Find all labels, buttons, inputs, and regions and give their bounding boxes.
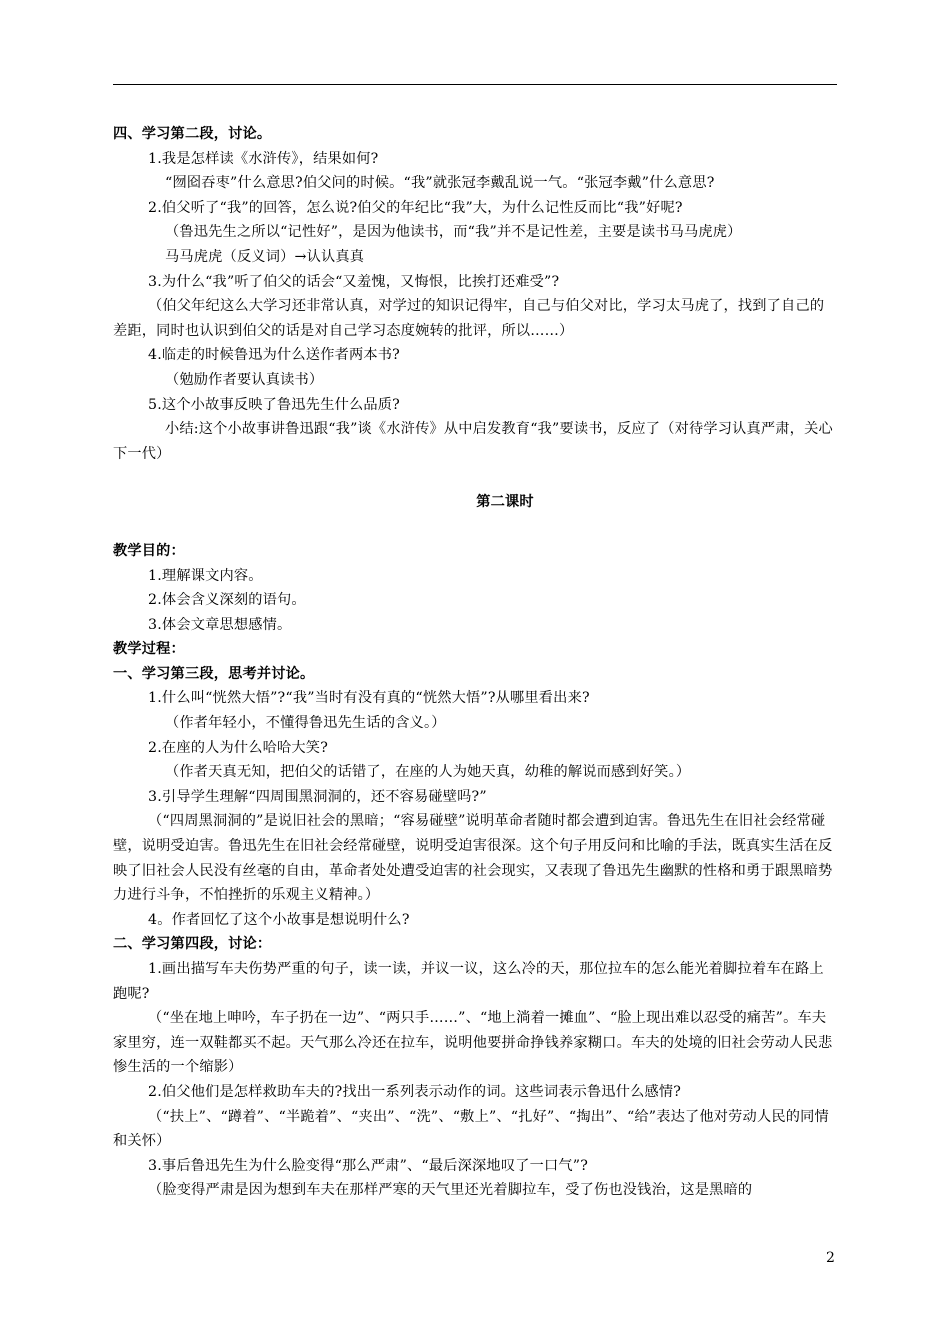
section-heading: 二、学习第四段，讨论： bbox=[113, 936, 272, 953]
question-line: 3.事后鲁迅先生为什么脸变得“那么严肃”、“最后深深地叹了一口气”? bbox=[148, 1157, 589, 1174]
question-line: 3.引导学生理解“四周围黑洞洞的，还不容易碰壁吗?” bbox=[148, 788, 487, 805]
answer-paragraph: （“扶上”、“蹲着”、“半跪着”、“夹出”、“洗”、“敷上”、“扎好”、“掏出”、“给”表达了他对劳动人民的同情和关怀） bbox=[113, 1108, 829, 1150]
question-line: 1.我是怎样读《水浒传》，结果如何? bbox=[148, 150, 379, 167]
question-line: 3.为什么“我”听了伯父的话会“又羞愧，又悔恨，比挨打还难受”? bbox=[148, 273, 560, 290]
document-body bbox=[113, 122, 837, 1203]
page-number: 2 bbox=[826, 1250, 835, 1266]
summary-paragraph: 小结:这个小故事讲鲁迅跟“我”谈《水浒传》从中启发教育“我”要读书，反应了（对待学习认真严肃，关心下一代） bbox=[113, 421, 833, 462]
answer-line: （勉励作者要认真读书） bbox=[165, 371, 324, 388]
answer-paragraph: （脸变得严肃是因为想到车夫在那样严寒的天气里还光着脚拉车，受了伤也没钱治，这是黑暗的 bbox=[148, 1182, 753, 1199]
answer-line: （作者天真无知，把伯父的话错了，在座的人为她天真，幼稚的解说而感到好笑。） bbox=[165, 764, 691, 781]
question-line: 2.伯父他们是怎样救助车夫的?找出一系列表示动作的词。这些词表示鲁迅什么感情? bbox=[148, 1083, 682, 1100]
goal-item: 3.体会文章思想感情。 bbox=[148, 616, 292, 633]
question-paragraph: 1.画出描写车夫伤势严重的句子，读一读，并议一议，这么冷的天，那位拉车的怎么能光着脚拉着车在路上跑呢? bbox=[113, 961, 824, 1002]
answer-line: 马马虎虎（反义词）→认认真真 bbox=[165, 248, 365, 265]
section-heading: 四、学习第二段，讨论。 bbox=[113, 126, 272, 142]
section-heading: 教学目的： bbox=[113, 542, 185, 559]
answer-line: （鲁迅先生之所以“记性好”，是因为他读书，而“我”并不是记性差，主要是读书马马虎虎） bbox=[165, 224, 742, 241]
answer-paragraph: （伯父年纪这么大学习还非常认真，对学过的知识记得牢，自己与伯父对比，学习太马虎了，找到了自己的差距，同时也认识到伯父的话是对自己学习态度婉转的批评，所以……） bbox=[113, 298, 825, 339]
question-line: 5.这个小故事反映了鲁迅先生什么品质? bbox=[148, 396, 400, 413]
question-line: 4。作者回忆了这个小故事是想说明什么? bbox=[148, 911, 410, 928]
question-line: 2.伯父听了“我”的回答，怎么说?伯父的年纪比“我”大，为什么记性反而比“我”好呢? bbox=[148, 199, 683, 216]
question-line: 2.在座的人为什么哈哈大笑? bbox=[148, 739, 329, 756]
answer-paragraph: （“四周黑洞洞的”是说旧社会的黑暗；“容易碰壁”说明革命者随时都会遭到迫害。鲁迅先生在旧社会经常碰壁，说明受迫害。鲁迅先生在旧社会经常碰壁，说明受迫害很深。这个句子用反问和比喻的手法，既真实生活在反映了旧社会人民没有丝毫的自由，革命者处处遭受迫害的社会现实，又表现了鲁迅先生幽默的性格和勇于跟黑暗势力进行斗争，不怕挫折的乐观主义精神。） bbox=[113, 813, 833, 904]
lesson-title: 第二课时 bbox=[476, 494, 534, 511]
goal-item: 2.体会含义深刻的语句。 bbox=[148, 592, 306, 609]
answer-line: “囫囵吞枣”什么意思?伯父问的时候。“我”就张冠李戴乱说一气。“张冠李戴”什么意思? bbox=[165, 175, 715, 192]
header-rule bbox=[113, 84, 837, 85]
question-line: 1.什么叫“恍然大悟”?“我”当时有没有真的“恍然大悟”?从哪里看出来? bbox=[148, 690, 590, 707]
section-heading: 一、学习第三段，思考并讨论。 bbox=[113, 665, 315, 682]
section-heading: 教学过程： bbox=[113, 641, 185, 658]
answer-paragraph: （“坐在地上呻吟，车子扔在一边”、“两只手……”、“地上淌着一摊血”、“脸上现出难以忍受的痛苦”。车夫家里穷，连一双鞋都买不起。天气那么冷还在拉车，说明他要拼命挣钱养家糊口。车夫的处境的旧社会劳动人民悲惨生活的一个缩影） bbox=[113, 1010, 833, 1076]
goal-item: 1.理解课文内容。 bbox=[148, 567, 263, 584]
answer-line: （作者年轻小，不懂得鲁迅先生话的含义。） bbox=[165, 715, 446, 732]
question-line: 4.临走的时候鲁迅为什么送作者两本书? bbox=[148, 347, 400, 364]
